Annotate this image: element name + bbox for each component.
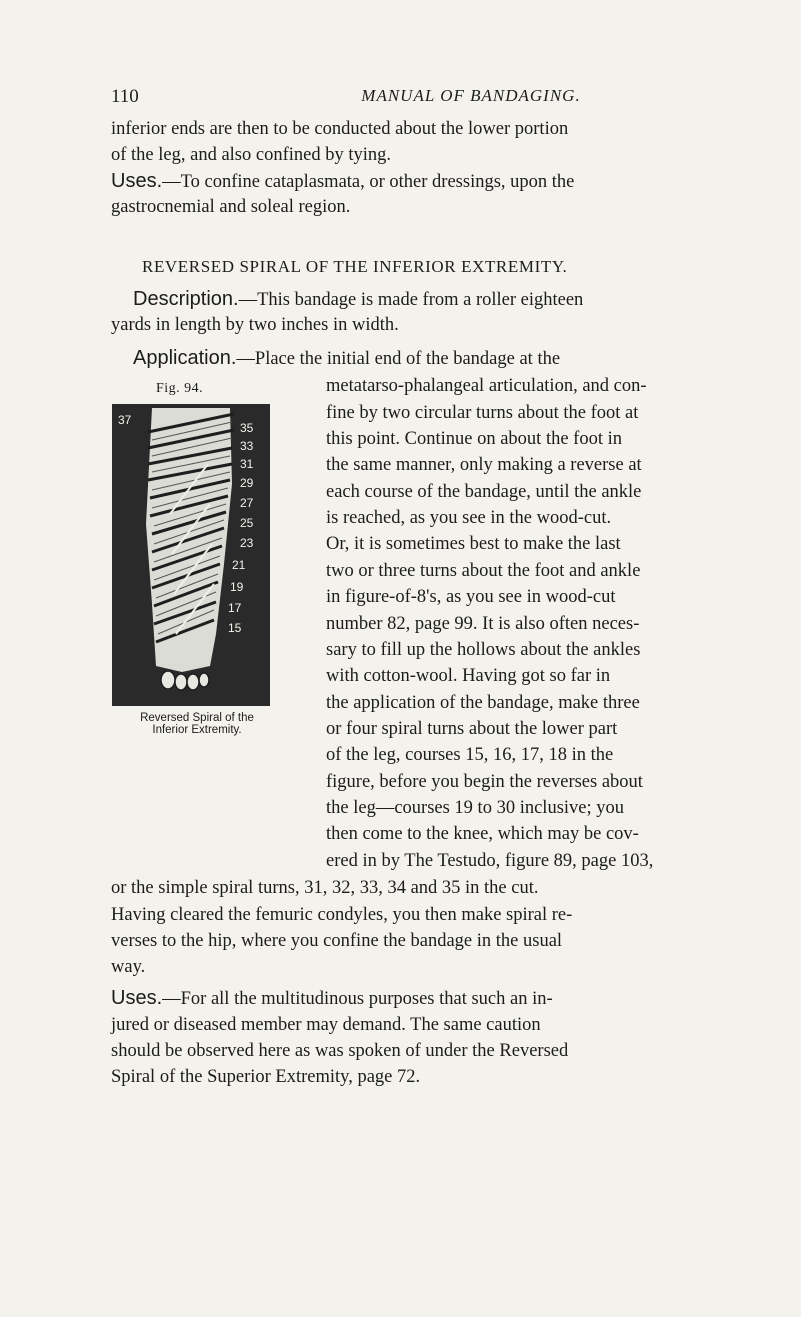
text-line: is reached, as you see in the wood-cut. [326, 508, 612, 528]
course-number: 21 [232, 558, 246, 572]
course-number: 27 [240, 496, 254, 510]
text-line: Uses.—For all the multitudinous purposes that such an in- [111, 987, 553, 1009]
running-title: MANUAL OF BANDAGING. [361, 86, 581, 105]
course-number: 15 [228, 621, 242, 635]
text-line: Description.—This bandage is made from a roller eighteen [133, 288, 584, 310]
text-line: with cotton-wool. Having got so far in [326, 666, 611, 686]
text-line: or four spiral turns about the lower part [326, 719, 618, 739]
text-line: of the leg, and also confined by tying. [111, 145, 392, 165]
text-line: Application.—Place the initial end of the bandage at the [133, 347, 561, 369]
text-line: Uses.—To confine cataplasmata, or other dressings, upon the [111, 170, 575, 192]
course-number: 31 [240, 457, 254, 471]
page-number: 110 [111, 86, 139, 107]
figure-caption-line: Inferior Extremity. [152, 724, 242, 736]
figure-label: Fig. 94. [156, 381, 204, 396]
text-line: in figure-of-8's, as you see in wood-cut [326, 587, 616, 607]
text-line: jured or diseased member may demand. The same caution [111, 1015, 541, 1035]
text-line: the application of the bandage, make three [326, 693, 640, 713]
figure-caption [112, 712, 282, 736]
text-line: yards in length by two inches in width. [111, 315, 399, 335]
course-number: 33 [240, 439, 254, 453]
course-number: 25 [240, 516, 254, 530]
text-line: of the leg, courses 15, 16, 17, 18 in the [326, 745, 614, 765]
text-line: number 82, page 99. It is also often neces- [326, 614, 640, 634]
course-number: 19 [230, 580, 244, 594]
text-line: this point. Continue on about the foot in [326, 429, 622, 449]
text-line: the leg—courses 19 to 30 inclusive; you [326, 798, 625, 818]
text-line: Having cleared the femuric condyles, you then make spiral re- [111, 905, 573, 925]
paragraph-label: Uses. [111, 987, 163, 1009]
bandage-woodcut-illustration [112, 404, 270, 706]
text-line: the same manner, only making a reverse at [326, 455, 642, 475]
running-head [111, 86, 771, 110]
course-number: 17 [228, 601, 242, 615]
text-line: ered in by The Testudo, figure 89, page 103, [326, 851, 654, 871]
text-line: then come to the knee, which may be cov- [326, 824, 639, 844]
text-line: verses to the hip, where you confine the bandage in the usual [111, 931, 563, 951]
course-number: 35 [240, 421, 254, 435]
text-line: or the simple spiral turns, 31, 32, 33, 34 and 35 in the cut. [111, 878, 539, 898]
text-line: should be observed here as was spoken of under the Reversed [111, 1041, 569, 1061]
text-line: each course of the bandage, until the ankle [326, 482, 642, 502]
paragraph-label: Description. [133, 288, 239, 310]
text-line: way. [111, 957, 146, 977]
text-line: two or three turns about the foot and ankle [326, 561, 641, 581]
text-line: Or, it is sometimes best to make the last [326, 534, 621, 554]
text-line: metatarso-phalangeal articulation, and con- [326, 376, 647, 396]
text-line: gastrocnemial and soleal region. [111, 197, 351, 217]
course-number: 23 [240, 536, 254, 550]
course-number: 37 [118, 413, 132, 427]
figure-caption-line: Reversed Spiral of the [140, 712, 254, 724]
text-line: sary to fill up the hollows about the ankles [326, 640, 641, 660]
course-number: 29 [240, 476, 254, 490]
text-line: inferior ends are then to be conducted about the lower portion [111, 119, 569, 139]
paragraph-label: Application. [133, 347, 237, 369]
text-line: fine by two circular turns about the foot at [326, 403, 639, 423]
section-heading: REVERSED SPIRAL OF THE INFERIOR EXTREMITY. [142, 257, 568, 276]
paragraph-label: Uses. [111, 170, 163, 192]
text-line: Spiral of the Superior Extremity, page 72. [111, 1067, 421, 1087]
text-line: figure, before you begin the reverses about [326, 772, 643, 792]
